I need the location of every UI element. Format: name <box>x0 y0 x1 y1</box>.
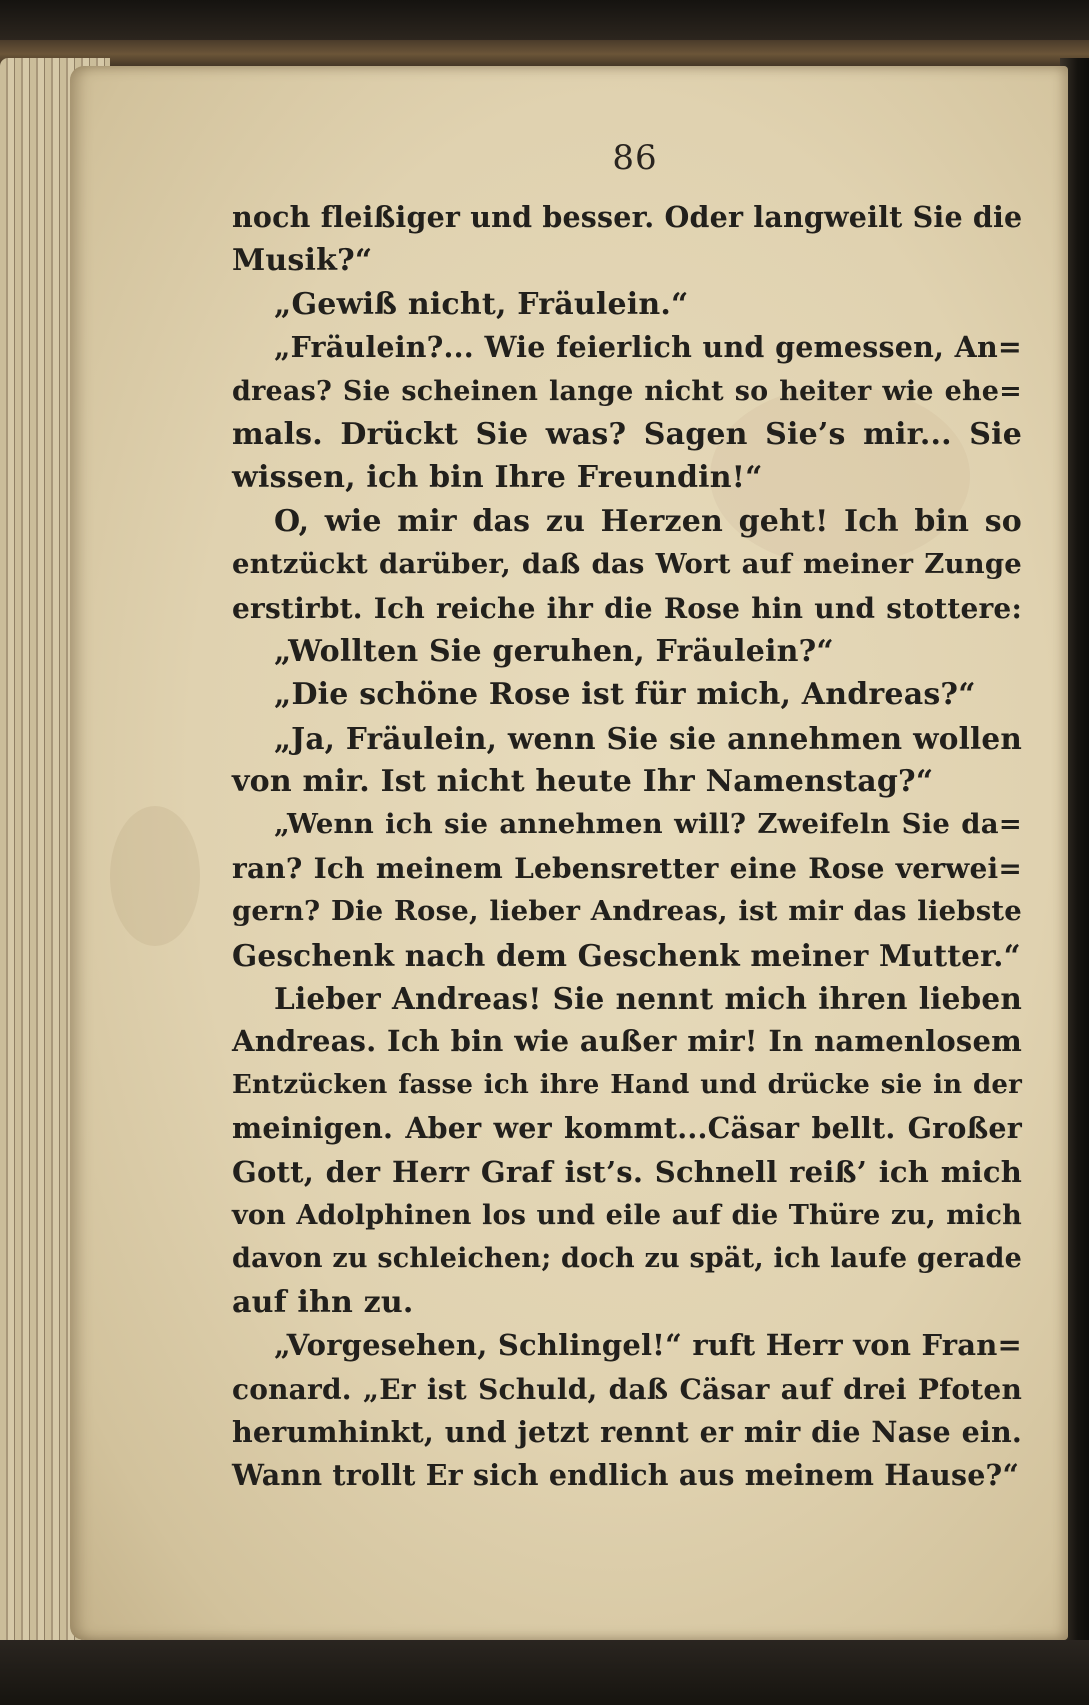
text-line: von mir. Ist nicht heute Ihr Namenstag?“ <box>232 764 934 800</box>
text-line: erstirbt. Ich reiche ihr die Rose hin und stottere: <box>232 591 1022 625</box>
text-line: entzückt darüber, daß das Wort auf meiner Zunge <box>232 548 1022 581</box>
page-number: 86 <box>612 138 658 178</box>
text-line: „Vorgesehen, Schlingel!“ ruft Herr von Fran= <box>274 1328 1022 1363</box>
text-line: wissen, ich bin Ihre Freundin!“ <box>232 460 763 496</box>
text-line: auf ihn zu. <box>232 1284 414 1320</box>
text-line: Andreas. Ich bin wie außer mir! In namenlosem <box>232 1024 1022 1059</box>
book-cover-bottom <box>0 1640 1089 1705</box>
text-line: meinigen. Aber wer kommt...Cäsar bellt. Großer <box>232 1111 1022 1146</box>
text-line: mals. Drückt Sie was? Sagen Sie’s mir... Sie <box>232 416 1022 452</box>
text-line: Musik?“ <box>232 243 373 279</box>
paper-stain <box>110 806 200 946</box>
text-line: Gott, der Herr Graf ist’s. Schnell reiß’ ich mich <box>232 1154 1022 1189</box>
text-line: dreas? Sie scheinen lange nicht so heiter wie ehe= <box>232 375 1022 407</box>
text-line: „Fräulein?... Wie feierlich und gemessen, An= <box>274 330 1022 365</box>
text-line: Geschenk nach dem Geschenk meiner Mutter.“ <box>232 937 1021 973</box>
text-line: herumhinkt, und jetzt rennt er mir die Nase ein. <box>232 1414 1022 1449</box>
text-line: O, wie mir das zu Herzen geht! Ich bin so <box>274 503 1022 539</box>
text-line: davon zu schleichen; doch zu spät, ich laufe gerade <box>232 1243 1022 1275</box>
text-line: „Ja, Fräulein, wenn Sie sie annehmen wollen <box>274 720 1022 756</box>
text-line: Entzücken fasse ich ihre Hand und drücke sie in der <box>232 1069 1022 1100</box>
text-line: „Die schöne Rose ist für mich, Andreas?“ <box>274 677 976 713</box>
text-line: „Gewiß nicht, Fräulein.“ <box>274 286 689 322</box>
text-line: von Adolphinen los und eile auf die Thüre zu, mich <box>232 1199 1022 1231</box>
text-line: „Wenn ich sie annehmen will? Zweifeln Sie da= <box>274 808 1022 841</box>
text-line: noch fleißiger und besser. Oder langweilt Sie die <box>232 200 1023 234</box>
text-line: Wann trollt Er sich endlich aus meinem Hause?“ <box>232 1458 1020 1493</box>
text-line: conard. „Er ist Schuld, daß Cäsar auf drei Pfoten <box>232 1372 1022 1406</box>
text-line: ran? Ich meinem Lebensretter eine Rose verwei= <box>232 851 1022 885</box>
text-line: „Wollten Sie geruhen, Fräulein?“ <box>274 633 834 669</box>
text-line: Lieber Andreas! Sie nennt mich ihren lieben <box>274 981 1022 1017</box>
body-text <box>232 196 1022 1498</box>
text-line: gern? Die Rose, lieber Andreas, ist mir das liebste <box>232 895 1022 928</box>
